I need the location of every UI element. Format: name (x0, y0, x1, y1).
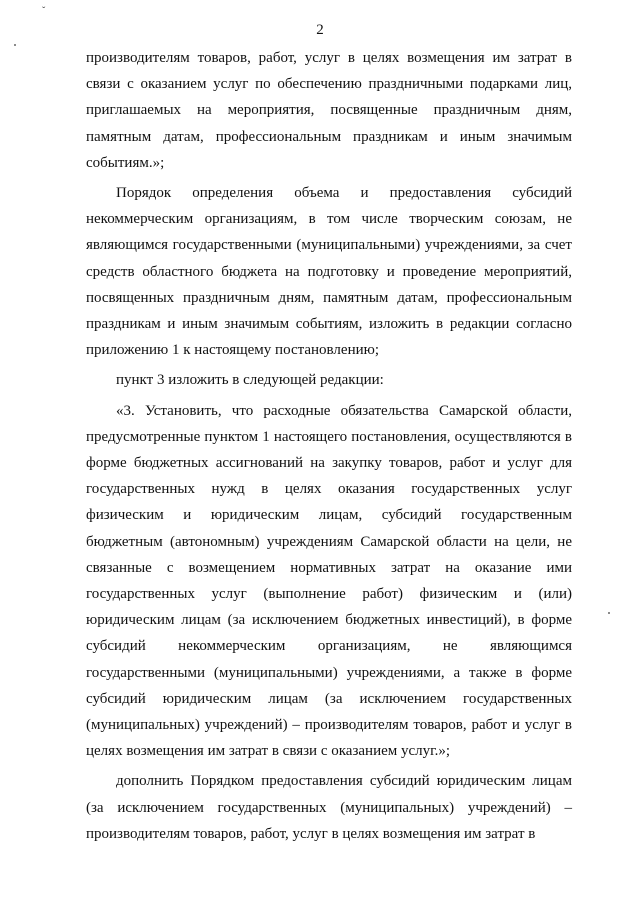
scan-dot (14, 44, 16, 46)
scan-dot (608, 612, 610, 614)
paragraph-supplement: дополнить Порядком предоставления субсидий юридическим лицам (за исключением государственных (муниципальных) учреждений) – производителям товаров, работ, услуг в целях возмещения им затрат в (86, 773, 572, 842)
scan-mark: ˇ (42, 6, 46, 17)
paragraph-order-text: Порядок определения объема и предоставления субсидий некоммерческим организациям, в том числе творческим союзам, не являющимся государственными (муниципальными) учреждениями, за счет средств областного бюджета на подготовку и проведение мероприятий, посвященных праздничным дням, памятным датам, профессиональным праздникам и иным значимым событиям, изложить в редакции согласно приложению 1 к настоящему постановлению; (86, 185, 572, 359)
document-body (86, 45, 572, 847)
paragraph-point-3-text: «3. Установить, что расходные обязательства Самарской области, предусмотренные пунктом 1 настоящего постановления, осуществляются в форме бюджетных ассигнований на закупку товаров, работ и услуг для государственных нужд в целях оказания государственных услуг физическим и юридическим лицам, субсидий государственным бюджетным (автономным) учреждениям Самарской области на цели, не связанные с возмещением нормативных затрат на оказание ими государственных услуг (выполнение работ) физическим и (или) юридическим лицам (за исключением бюджетных инвестиций), в форме субсидий некоммерческим организациям, не являющимся государственными (муниципальными) учреждениями, а также в форме субсидий юридическим лицам (за исключением государственных (муниципальных) учреждений) – производителям товаров, работ и услуг в целях возмещения им затрат в связи с оказанием услуг.»; (86, 402, 572, 760)
paragraph-continuation: производителям товаров, работ, услуг в целях возмещения им затрат в связи с оказанием услуг по обеспечению праздничными подарками лиц, приглашаемых на мероприятия, посвященные праздничным дням, памятным датам, профессиональным праздникам и иным значимым событиям.»; (86, 50, 572, 171)
page-number: 2 (316, 22, 324, 38)
paragraph-point-3-intro: пункт 3 изложить в следующей редакции: (116, 372, 384, 389)
